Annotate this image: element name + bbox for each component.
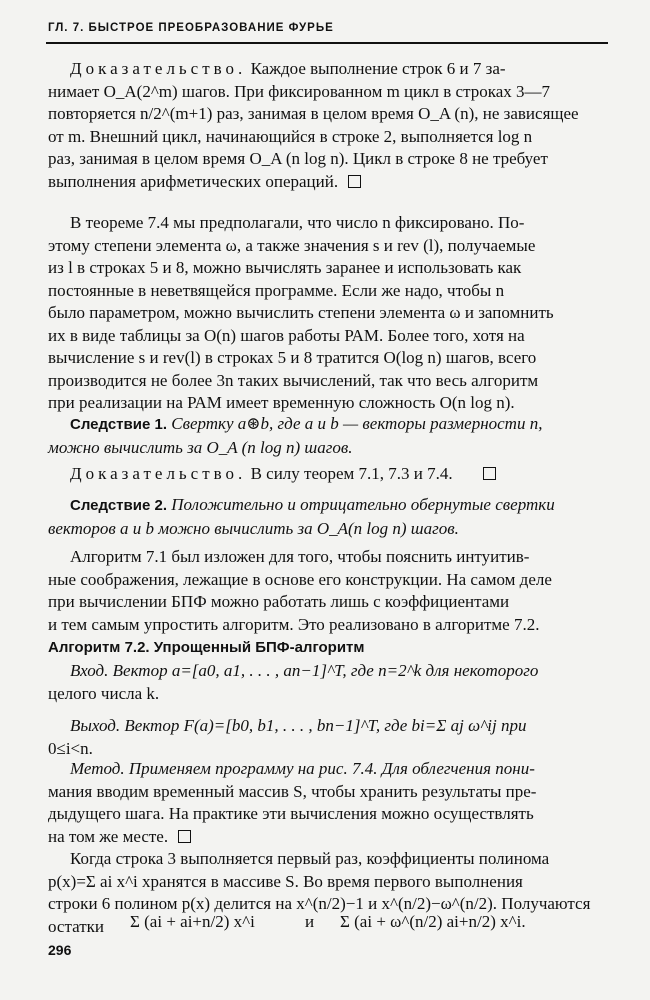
remainder-line: остатки [48, 916, 104, 936]
proof-2-text: В силу теорем 7.1, 7.3 и 7.4. [250, 464, 453, 483]
proof-line-2: нимает O_A(2^m) шагов. При фиксированном m цикл в строках 3—7 [48, 81, 551, 101]
intro-line: и тем самым упростить алгоритм. Это реализовано в алгоритме 7.2. [48, 614, 540, 634]
proof-2-word: Доказательство. [70, 464, 247, 483]
remainder-line: Когда строка 3 выполняется первый раз, коэффициенты полинома [70, 849, 550, 868]
proof-text-6: выполнения арифметических операций. [48, 171, 339, 191]
intro-line: Алгоритм 7.1 был изложен для того, чтобы пояснить интуитив- [70, 547, 530, 566]
qed-square-icon [483, 467, 496, 480]
input-line-1: Вход. Вектор a=[a0, a1, . . . , an−1]^T, где n=2^k для некоторого [70, 661, 539, 680]
corollary-2 [48, 494, 612, 540]
input-line-2: целого числа k. [48, 683, 160, 703]
qed-square-icon [348, 175, 361, 188]
corollary-1 [48, 413, 612, 459]
method-line [48, 826, 612, 849]
proof-line-6 [48, 171, 612, 194]
corollary-1-label: Следствие 1. [70, 416, 167, 433]
remark-paragraph [48, 212, 612, 415]
remainder-line: строки 6 полином p(x) делится на x^(n/2)−1 и x^(n/2)−ω^(n/2). Получаются [48, 894, 591, 913]
remark-line: их в виде таблицы за O(n) шагов работы РАМ. Более того, хотя на [48, 325, 525, 345]
corollary-2-line-1 [48, 494, 612, 518]
remark-line: при реализации на РАМ имеет временную сложность O(n log n). [48, 393, 515, 412]
page-number: 296 [48, 942, 72, 958]
algorithm-input [48, 660, 612, 705]
algorithm-method [48, 758, 612, 848]
remark-line: этому степени элемента ω, а также значения s и rev (l), получаемые [48, 235, 536, 255]
algorithm-title: Алгоритм 7.2. Упрощенный БПФ-алгоритм [48, 639, 365, 656]
header-rule [46, 42, 608, 44]
corollary-2-text: Положительно и отрицательно обернутые свертки [171, 495, 555, 514]
remark-line: вычисление s и rev(l) в строках 5 и 8 тратится O(log n) шагов, всего [48, 348, 537, 367]
formula-right: Σ (ai + ω^(n/2) ai+n/2) x^i. [340, 912, 526, 931]
proof-2-line [48, 463, 612, 486]
remark-line: производится не более 3n таких вычислений, так что весь алгоритм [48, 370, 539, 390]
corollary-2-line-2: векторов a и b можно вычислить за O_A(n log n) шагов. [48, 518, 459, 538]
proof-2 [48, 463, 612, 486]
corollary-1-line-1 [48, 413, 612, 437]
qed-square-icon [178, 830, 191, 843]
corollary-1-text: Свертку a⊛b, где a и b — векторы размерности n, [171, 414, 543, 433]
remark-line: постоянные в неветвящейся программе. Если же надо, чтобы n [48, 280, 505, 300]
corollary-2-label: Следствие 2. [70, 497, 167, 514]
remark-line: из l в строках 5 и 8, можно вычислять заранее и использовать как [48, 258, 522, 277]
proof-paragraph [48, 58, 612, 193]
corollary-1-line-2: можно вычислить за O_A (n log n) шагов. [48, 437, 353, 457]
output-line-1: Выход. Вектор F(a)=[b0, b1, . . . , bn−1]^T, где bi=Σ aj ω^ij при [70, 716, 527, 735]
remainder-line: p(x)=Σ ai x^i хранятся в массиве S. Во время первого выполнения [48, 871, 523, 891]
remark-line: было параметром, можно вычислить степени элемента ω и запомнить [48, 303, 554, 322]
output-line-2: 0≤i<n. [48, 738, 93, 758]
intro-line: при вычислении БПФ можно работать лишь с коэффициентами [48, 592, 510, 611]
proof-line-3: повторяется n/2^(m+1) раз, занимая в целом время O_A (n), не зависящее [48, 104, 579, 123]
running-header: ГЛ. 7. БЫСТРОЕ ПРЕОБРАЗОВАНИЕ ФУРЬЕ [48, 22, 334, 34]
proof-line-1 [48, 58, 612, 81]
proof-line-4: от m. Внешний цикл, начинающийся в строке 2, выполняется log n [48, 126, 533, 146]
proof-text-1: Каждое выполнение строк 6 и 7 за- [250, 59, 506, 78]
method-line: мания вводим временный массив S, чтобы хранить результаты пре- [48, 781, 537, 801]
formula-left: Σ (ai + ai+n/2) x^i [130, 912, 255, 931]
method-line: дыдущего шага. На практике эти вычисления можно осуществлять [48, 804, 534, 823]
formula-and: и [305, 912, 315, 931]
method-line: Метод. Применяем программу на рис. 7.4. Для облегчения пони- [70, 759, 535, 778]
algorithm-output [48, 715, 612, 760]
algorithm-intro [48, 546, 612, 636]
remark-line: В теореме 7.4 мы предполагали, что число n фиксировано. По- [70, 213, 525, 232]
intro-line: ные соображения, лежащие в основе его конструкции. На самом деле [48, 569, 552, 589]
proof-line-5: раз, занимая в целом время O_A (n log n). Цикл в строке 8 не требует [48, 149, 548, 168]
proof-word: Доказательство. [70, 59, 247, 78]
method-text-last: на том же месте. [48, 826, 169, 846]
